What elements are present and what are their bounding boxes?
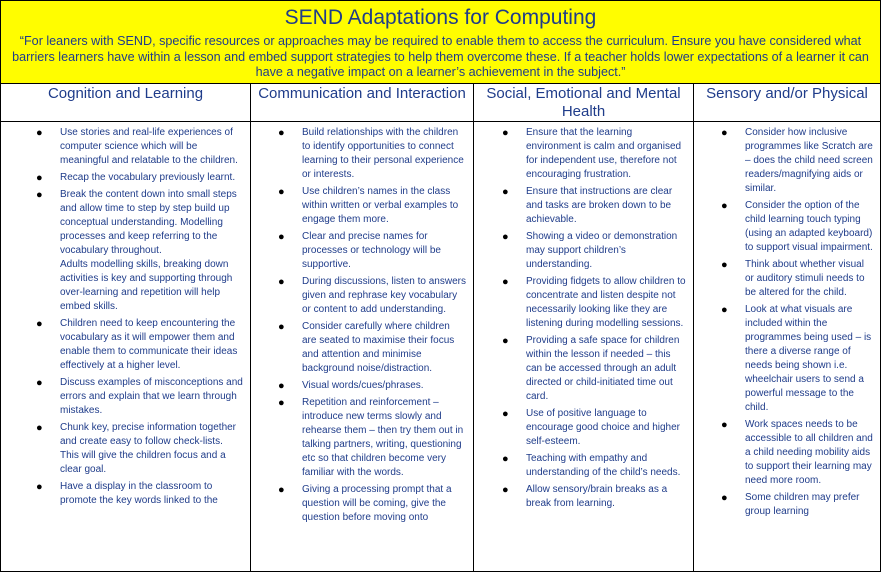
bullet-icon: ●	[502, 408, 509, 420]
bullet-icon: ●	[36, 172, 43, 184]
list-item-text: Repetition and reinforcement – introduce new terms slowly and rehearse them – then try them out in talking partners, writing, questioning etc so that children become very familiar with the words.	[302, 397, 464, 478]
strategy-list	[474, 122, 693, 511]
list-item	[278, 320, 467, 376]
list-item-text: Showing a video or demonstration may support children’s understanding.	[526, 231, 678, 270]
bullet-icon: ●	[278, 397, 285, 409]
list-item-text: Chunk key, precise information together and create easy to follow check-lists. This will give the children focus and a clear goal.	[60, 422, 237, 475]
list-item	[502, 407, 687, 449]
list-item	[721, 418, 874, 488]
bullet-icon: ●	[278, 186, 285, 198]
bullet-icon: ●	[502, 453, 509, 465]
column-communication-interaction	[251, 84, 474, 572]
bullet-icon: ●	[502, 231, 509, 243]
list-item-text: Some children may prefer group learning	[745, 492, 860, 517]
list-item-text: Think about whether visual or auditory stimuli needs to be altered for the child.	[745, 259, 865, 298]
list-item-text: Ensure that the learning environment is calm and organised for independent use, therefore not encouraging frustration.	[526, 127, 682, 180]
column-sensory-physical	[694, 84, 880, 572]
list-item-text: Break the content down into small steps and allow time to step by step build up conceptual understanding. Modelling processes and keep referring to the vocabulary throughout.	[60, 189, 237, 256]
list-item	[36, 126, 244, 168]
bullet-icon: ●	[721, 259, 728, 271]
list-item-text: Look at what visuals are included within the programmes being used – is there a diverse range of needs being shown i.e. wheelchair users to send a powerful message to the child.	[745, 304, 872, 413]
list-item-text: Use stories and real-life experiences of computer science which will be meaningful and relatable to the children.	[60, 127, 238, 166]
list-item-text: Use children’s names in the class within written or verbal examples to engage them more.	[302, 186, 459, 225]
list-item-text: Discuss examples of misconceptions and errors and explain that we learn through mistakes.	[60, 377, 243, 416]
list-item-text: Giving a processing prompt that a question will be coming, give the question before moving onto	[302, 484, 452, 523]
list-item	[36, 376, 244, 418]
list-item	[278, 379, 467, 393]
list-item-text: Children need to keep encountering the vocabulary as it will empower them and enable them to communicate their ideas effectively at a higher level.	[60, 318, 238, 371]
bullet-icon: ●	[721, 127, 728, 139]
bullet-icon: ●	[721, 304, 728, 316]
bullet-icon: ●	[278, 484, 285, 496]
bullet-icon: ●	[36, 318, 43, 330]
bullet-icon: ●	[278, 231, 285, 243]
list-item	[502, 275, 687, 331]
list-item	[36, 421, 244, 477]
list-item	[721, 258, 874, 300]
bullet-icon: ●	[502, 127, 509, 139]
strategy-list	[251, 122, 473, 525]
header-banner	[1, 1, 880, 84]
bullet-icon: ●	[36, 127, 43, 139]
bullet-icon: ●	[278, 321, 285, 333]
list-item	[278, 275, 467, 317]
bullet-icon: ●	[502, 186, 509, 198]
bullet-icon: ●	[721, 419, 728, 431]
list-item-text: During discussions, listen to answers given and rephrase key vocabulary or content to add understanding.	[302, 276, 466, 315]
list-item	[721, 491, 874, 519]
column-title: Communication and Interaction	[251, 84, 473, 122]
bullet-icon: ●	[502, 276, 509, 288]
list-item-text: Recap the vocabulary previously learnt.	[60, 172, 236, 183]
list-item	[502, 483, 687, 511]
list-item	[502, 230, 687, 272]
bullet-icon: ●	[502, 484, 509, 496]
list-item-text: Providing a safe space for children within the lesson if needed – this can be accessed through an adult directed or child-initiated time out card.	[526, 335, 680, 402]
list-item-text: Providing fidgets to allow children to concentrate and listen despite not necessarily looking like they are listening during modelling sessions.	[526, 276, 686, 329]
list-item	[278, 396, 467, 480]
bullet-icon: ●	[36, 189, 43, 201]
list-item-text: Consider the option of the child learning touch typing (using an adapted keyboard) to support visual impairment.	[745, 200, 873, 253]
list-item-text: Use of positive language to encourage good choice and higher self-esteem.	[526, 408, 681, 447]
list-item-text: Ensure that instructions are clear and tasks are broken down to be achievable.	[526, 186, 673, 225]
list-item-text: Clear and precise names for processes or technology will be supportive.	[302, 231, 441, 270]
column-cognition-learning	[1, 84, 251, 572]
list-item	[721, 199, 874, 255]
list-item-text: Build relationships with the children to identify opportunities to connect learning to their personal experience or interests.	[302, 127, 464, 180]
list-item-text: Visual words/cues/phrases.	[302, 380, 424, 391]
list-item	[502, 334, 687, 404]
list-item	[278, 126, 467, 182]
column-title: Sensory and/or Physical	[694, 84, 880, 122]
list-item	[278, 230, 467, 272]
bullet-icon: ●	[36, 481, 43, 493]
bullet-icon: ●	[36, 422, 43, 434]
bullet-icon: ●	[278, 127, 285, 139]
list-item	[36, 317, 244, 373]
strategy-list	[1, 122, 250, 508]
list-item	[278, 185, 467, 227]
list-item-text: Consider carefully where children are seated to maximise their focus and attention and minimise background noise/distraction.	[302, 321, 455, 374]
column-title: Social, Emotional and Mental Health	[474, 84, 693, 122]
list-item-note: Adults modelling skills, breaking down activities is key and supporting through over-learning and repetition will help embed skills.	[60, 259, 233, 312]
list-item-text: Have a display in the classroom to promote the key words linked to the	[60, 481, 218, 506]
bullet-icon: ●	[278, 276, 285, 288]
intro-quote: “For leaners with SEND, specific resources or approaches may be required to enable them to access the curriculum. Ensure you have considered what barriers learners have within a lesson and embed support strategies to help them overcome these. If a teacher holds lower expectations of a learner it can have a negative impact on a learner’s achievement in the subject.”	[12, 34, 869, 79]
bullet-icon: ●	[502, 335, 509, 347]
page-title: SEND Adaptations for Computing	[284, 6, 597, 29]
column-title: Cognition and Learning	[1, 84, 250, 122]
list-item	[721, 303, 874, 415]
strategy-list	[694, 122, 880, 519]
bullet-icon: ●	[721, 492, 728, 504]
list-item-text: Consider how inclusive programmes like Scratch are – does the child need screen readers/magnifying aids or similar.	[745, 127, 873, 194]
column-social-emotional-mental-health	[474, 84, 694, 572]
list-item-text: Teaching with empathy and understanding of the child’s needs.	[526, 453, 681, 478]
bullet-icon: ●	[278, 380, 285, 392]
bullet-icon: ●	[36, 377, 43, 389]
list-item	[502, 126, 687, 182]
list-item	[36, 171, 244, 185]
list-item	[36, 480, 244, 508]
list-item	[502, 452, 687, 480]
list-item	[278, 483, 467, 525]
bullet-icon: ●	[721, 200, 728, 212]
list-item-text: Work spaces needs to be accessible to all children and a child needing mobility aids to support their learning may need more room.	[745, 419, 873, 486]
list-item	[721, 126, 874, 196]
list-item	[36, 188, 244, 314]
list-item-text: Allow sensory/brain breaks as a break from learning.	[526, 484, 668, 509]
list-item	[502, 185, 687, 227]
